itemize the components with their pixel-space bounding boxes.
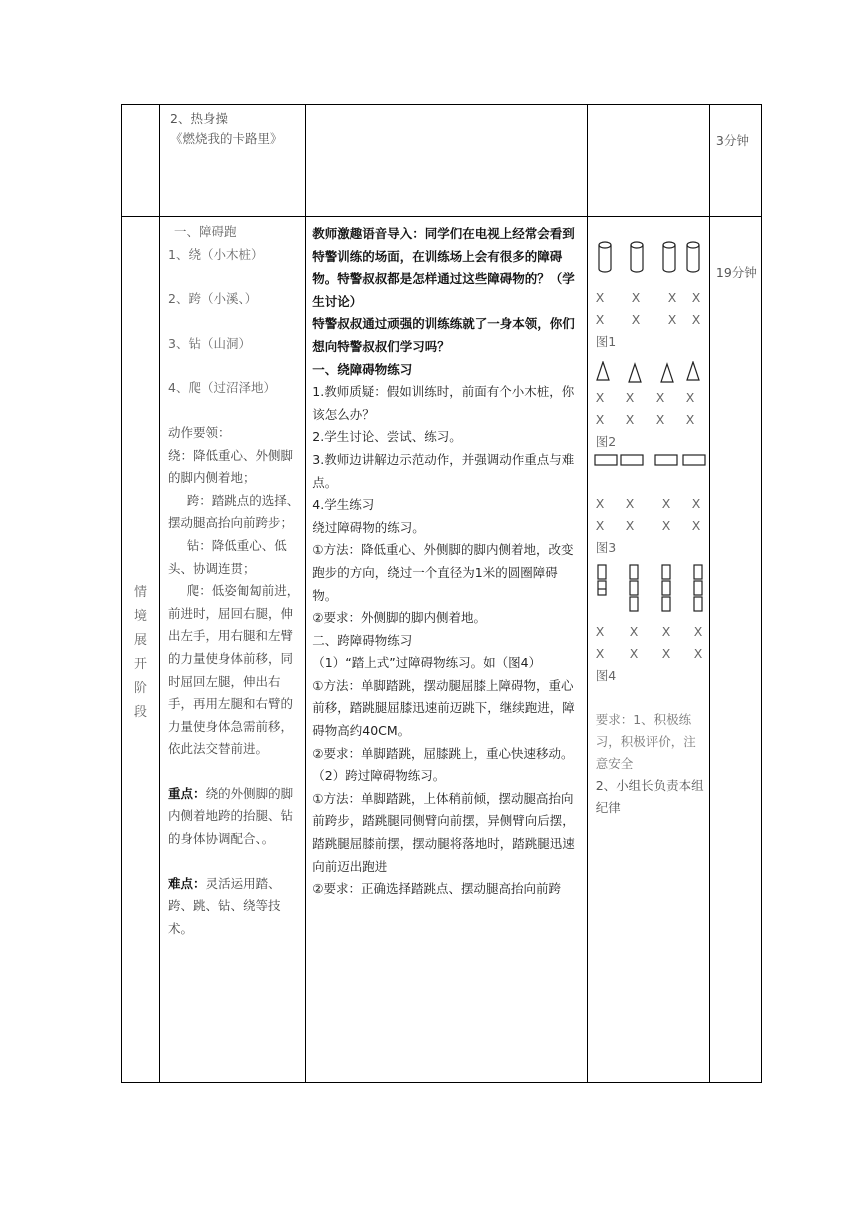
stage-label [122,217,159,725]
content-item: 1、绕（小木桩） [168,246,264,262]
rectangle-icons [594,453,708,467]
stacked-box-icons [596,563,708,615]
student-mark: X [595,312,605,327]
s2b-title: （2）跨过障碍物练习。 [312,768,446,784]
stage-char: 开 [134,657,148,672]
formation-row [596,409,705,431]
section2-heading: 二、跨障碍物练习 [312,632,413,648]
student-mark: X [691,290,701,305]
student-mark: X [661,624,671,639]
warmup-time-cell [709,105,761,217]
stage-cell [122,105,160,217]
triangle-icon [597,362,609,380]
process-intro: 教师激趣语音导入：同学们在电视上经常会看到特警训练的场面，在训练场上会有很多的障碍物。特警叔叔都是怎样通过这些障碍物的？（学生讨论） [312,226,575,309]
student-mark: X [595,624,605,639]
formation-row [596,643,705,665]
s1-step: 绕过障碍物的练习。 [312,519,425,535]
warmup-line1: 2、热身操 [170,111,228,126]
student-mark: X [693,624,703,639]
key-point-kua: 跨：踏跳点的选择、摆动腿高抬向前跨步； [168,492,300,531]
student-mark: X [667,290,677,305]
student-mark: X [595,290,605,305]
figure-label: 图3 [595,540,617,555]
student-mark: X [625,518,635,533]
student-mark: X [625,390,635,405]
student-mark: X [595,390,605,405]
warmup-time: 3分钟 [715,133,749,148]
cylinder-icon [663,242,675,272]
focus-label: 重点： [168,785,206,801]
stacked-box-icon [694,565,702,611]
stage-label-cell [122,217,160,1083]
student-mark: X [655,412,665,427]
student-mark: X [685,412,695,427]
stage-char: 展 [134,633,148,648]
requirement-2: 2、小组长负责本组纪律 [595,778,704,815]
warmup-formation-cell [587,105,709,217]
student-mark: X [631,312,641,327]
s2a-method: ①方法：单脚踏跳，摆动腿屈膝上障碍物，重心前移，踏跳腿屈膝迅速前迈跳下，继续跑进，障碍物高约40CM。 [312,677,575,739]
stage-char: 阶 [134,681,148,696]
s2a-title: （1）“踏上式”过障碍物练习。如（图4） [312,655,542,671]
formation-cell [587,217,709,1083]
difficulty-text: 灵活运用踏、跨、跳、钻、绕等技术。 [168,875,281,936]
cylinder-icons [596,239,708,279]
hurdle-icon [655,455,677,465]
student-mark: X [691,312,701,327]
main-row [122,217,762,1083]
stage-char: 情 [134,585,148,600]
student-mark: X [595,518,605,533]
s1-step: 1.教师质疑：假如训练时，前面有个小木桩，你该怎么办？ [312,384,575,422]
s1-step: 4.学生练习 [312,497,375,513]
s1-requirement: ②要求：外侧脚的脚内侧着地。 [312,610,486,626]
formation-row [596,287,705,309]
student-mark: X [667,312,677,327]
figure-label: 图1 [595,334,617,349]
key-point-zuan: 钻：降低重心、低头、协调连贯； [168,537,287,576]
lesson-plan-table [121,104,762,1083]
student-mark: X [655,390,665,405]
student-mark: X [629,646,639,661]
section1-heading: 一、绕障碍物练习 [312,361,413,377]
s1-step: 2.学生讨论、尝试、练习。 [312,429,462,445]
s2b-requirement: ②要求：正确选择踏跳点、摆动腿高抬向前跨 [312,881,561,897]
student-mark: X [595,412,605,427]
student-mark: X [661,518,671,533]
key-point-rao: 绕：降低重心、外侧脚的脚内侧着地； [168,447,294,486]
student-mark: X [629,624,639,639]
main-time: 19分钟 [715,265,757,280]
stage-char: 段 [134,705,148,720]
formation-row [596,309,705,331]
content-title: 一、障碍跑 [174,224,237,239]
formation-row [596,621,705,643]
requirement-1: 要求：1、积极练习，积极评价，注意安全 [595,712,696,771]
warmup-line2: 《燃烧我的卡路里》 [170,131,283,146]
student-mark: X [661,496,671,511]
formation-row [596,493,705,515]
student-mark: X [691,518,701,533]
warmup-row [122,105,762,217]
student-mark: X [625,496,635,511]
student-mark: X [693,646,703,661]
triangle-icon [687,362,699,380]
hurdle-icon [621,455,643,465]
stacked-box-icon [662,565,670,611]
cylinder-icon [599,242,611,272]
key-point-pa: 爬：低姿匍匐前进，前进时，屈回右腿，伸出左手，用右腿和左臂的力量使身体前移，同时屈回左腿，伸出右手，再用左腿和右臂的力量使身体急需前移，依此法交替前进。 [168,583,300,757]
key-points-label: 动作要领： [168,424,231,440]
formation-row [596,387,705,409]
s2a-requirement: ②要求：单脚踏跳，屈膝跳上，重心快速移动。 [312,745,574,761]
focus [168,783,301,851]
main-time-cell [709,217,761,1083]
triangle-icon [661,364,673,382]
triangle-icons [596,361,708,383]
stacked-box-icon [630,565,638,611]
difficulty [168,873,301,941]
formation-row [596,515,705,537]
hurdle-icon [595,455,617,465]
s1-step: 3.教师边讲解边示范动作，并强调动作重点与难点。 [312,451,575,490]
difficulty-label: 难点： [168,875,206,891]
cylinder-icon [687,242,699,272]
student-mark: X [625,412,635,427]
hurdle-icon [683,455,705,465]
focus-text: 绕的外侧脚的脚内侧着地跨的抬腿、钻的身体协调配合、。 [168,785,294,847]
cylinder-icon [631,242,643,272]
stacked-box-icon [598,565,606,595]
s2b-method: ①方法：单脚踏跳，上体稍前倾，摆动腿高抬向前跨步，踏跳腿同侧臂向前摆，异侧臂向后摆，踏跳腿屈膝前摆，摆动腿将落地时，踏跳腿迅速向前迈出跑进 [312,790,575,874]
student-mark: X [691,496,701,511]
student-mark: X [685,390,695,405]
s1-method: ①方法：降低重心、外侧脚的脚内侧着地，改变跑步的方向，绕过一个直径为1米的圆圈障碍物。 [312,542,574,603]
process-intro2: 特警叔叔通过顽强的训练练就了一身本领，你们想向特警叔叔们学习吗？ [312,316,575,354]
content-item: 4、爬（过沼泽地） [168,380,277,396]
teaching-process-cell [306,217,587,1083]
student-mark: X [595,496,605,511]
warmup-content-cell [160,105,306,217]
figure-label: 图4 [595,668,617,683]
teaching-content-cell [160,217,306,1083]
triangle-icon [629,364,641,382]
student-mark: X [631,290,641,305]
warmup-process-cell [306,105,587,217]
student-mark: X [595,646,605,661]
content-item: 2、跨（小溪、） [168,291,258,307]
stage-char: 境 [134,609,148,624]
content-item: 3、钻（山洞） [168,335,252,351]
figure-label: 图2 [595,434,617,449]
student-mark: X [661,646,671,661]
